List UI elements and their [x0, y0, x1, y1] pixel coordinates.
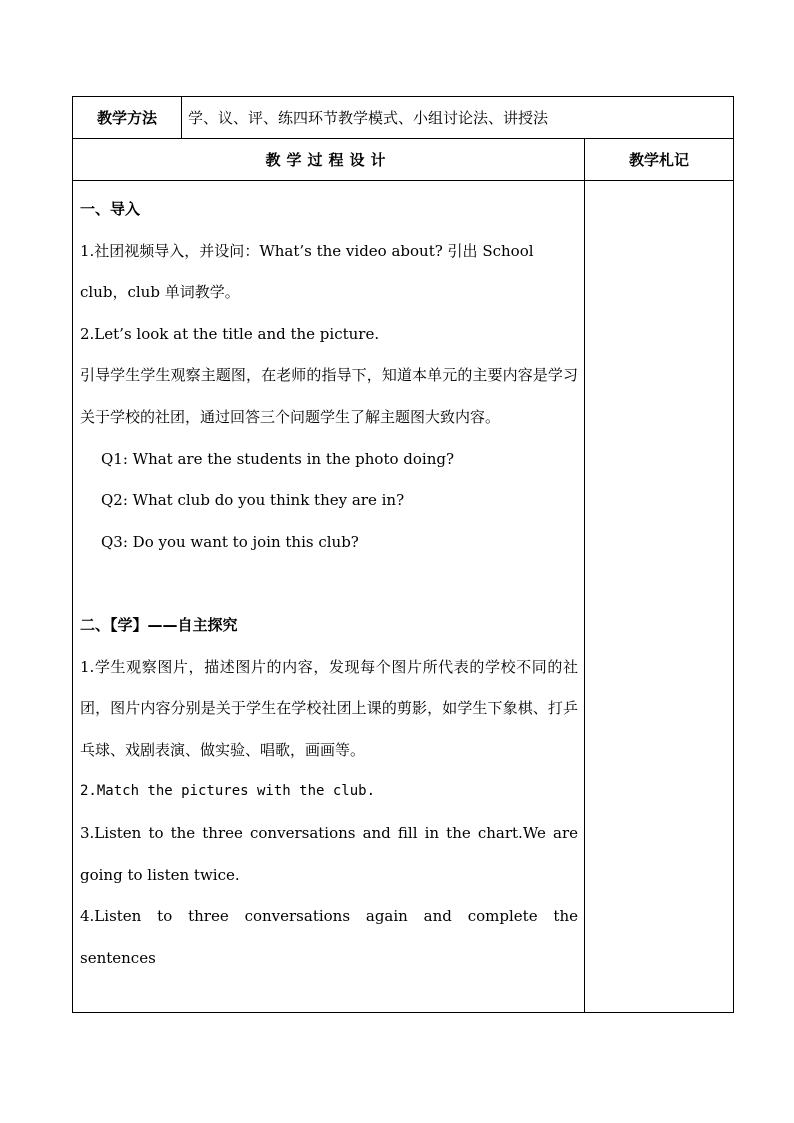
guide-paragraph: 引导学生学生观察主题图，在老师的指导下，知道本单元的主要内容是学习关于学校的社团，通过回答三个问题学生了解主题图大致内容。 — [80, 366, 578, 426]
lesson-plan-table — [72, 96, 734, 1013]
question-3: Q3: Do you want to join this club? — [101, 532, 359, 551]
content-row — [73, 181, 734, 1013]
section-learn-title: 二、【学】——自主探究 — [80, 615, 238, 634]
notes-cell — [585, 181, 734, 1013]
listen-item-4-line-1: 4.Listen to three conversations again and complete the sentences — [80, 907, 578, 967]
listen-item-3-line-2: going to listen twice. — [80, 865, 240, 884]
teaching-notes-heading: 教学札记 — [585, 139, 734, 181]
match-instruction: 2.Match the pictures with the club. — [80, 783, 376, 800]
question-1: Q1: What are the students in the photo doing? — [101, 449, 455, 468]
intro-item-1-line-1: 1.社团视频导入，并设问：What’s the video about? 引出 School — [80, 241, 534, 260]
intro-item-1-line-2: club，club 单词教学。 — [80, 283, 240, 302]
process-content-cell — [73, 181, 585, 1013]
listen-item-3-line-1: 3.Listen to the three conversations and fill in the chart.We are — [80, 823, 578, 842]
spacer — [80, 563, 578, 605]
question-2: Q2: What club do you think they are in? — [101, 491, 405, 510]
process-design-heading: 教学过程设计 — [73, 139, 585, 181]
section-intro-title: 一、导入 — [80, 200, 141, 218]
method-value: 学、议、评、练四环节教学模式、小组讨论法、讲授法 — [182, 97, 734, 139]
method-row — [73, 97, 734, 139]
method-label: 教学方法 — [73, 97, 182, 139]
observe-paragraph: 1.学生观察图片，描述图片的内容，发现每个图片所代表的学校不同的社团，图片内容分别是关于学生在学校社团上课的剪影，如学生下象棋、打乒乓球、戏剧表演、做实验、唱歌，画画等。 — [80, 657, 578, 759]
intro-item-2: 2.Let’s look at the title and the picture. — [80, 324, 380, 343]
header-row — [73, 139, 734, 181]
